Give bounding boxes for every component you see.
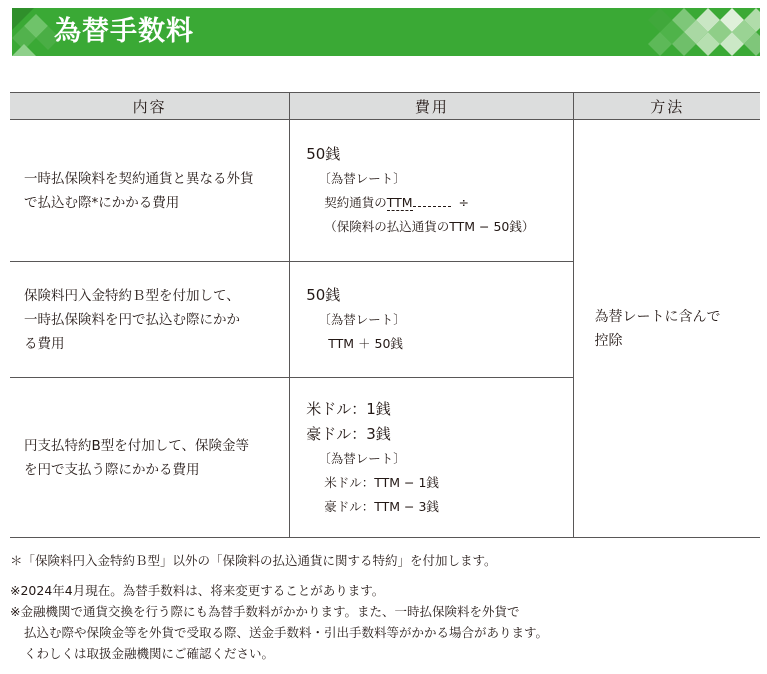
method-cell xyxy=(574,120,760,538)
page-title: 為替手数料 xyxy=(54,16,194,47)
note-text: ※金融機関で通貨交換を行う際にも為替手数料がかかります。また、一時払保険料を外貨で xyxy=(10,604,520,619)
note-text: 払込む際や保険金等を外貨で受取る際、送金手数料・引出手数料等がかかる場合があります。 xyxy=(24,625,549,640)
fee-cell xyxy=(290,378,574,538)
fee-amount: 50銭 xyxy=(306,286,341,304)
dashed-line xyxy=(413,202,451,207)
rate-formula-prefix: 契約通貨の xyxy=(324,195,387,210)
content-text: 一時払保険料を円で払込む際にかか xyxy=(24,311,240,328)
content-cell xyxy=(10,262,290,378)
content-text: 円支払特約B型を付加して、保険金等 xyxy=(24,437,249,454)
rate-formula: TTM ＋ 50銭 xyxy=(328,336,403,351)
fee-amount: 豪ドル：3銭 xyxy=(306,424,391,443)
column-header-content: 内容 xyxy=(10,93,290,120)
rate-label: 〔為替レート〕 xyxy=(318,171,406,186)
fee-amount: 米ドル：1銭 xyxy=(306,399,391,418)
rate-formula-denominator: （保険料の払込通貨のTTM − 50銭） xyxy=(324,219,535,234)
rate-formula-divide: ÷ xyxy=(458,195,469,210)
method-text: 為替レートに含んで xyxy=(594,308,721,325)
diamond-pattern-decoration xyxy=(12,8,60,56)
asterisk-note: ＊「保険料円入金特約Ｂ型」以外の「保険料の払込通貨に関する特約」を付加します。 xyxy=(10,553,497,568)
content-text: る費用 xyxy=(24,335,65,352)
rate-formula xyxy=(306,191,573,215)
note-text: くわしくは取扱金融機関にご確認ください。 xyxy=(24,646,275,661)
note-text: ※2024年4月現在。為替手数料は、将来変更することがあります。 xyxy=(10,583,385,598)
rate-label: 〔為替レート〕 xyxy=(318,450,406,466)
rate-formula: 米ドル：TTM − 1銭 xyxy=(324,474,439,490)
content-text: 保険料円入金特約Ｂ型を付加して、 xyxy=(24,287,240,304)
content-text: 一時払保険料を契約通貨と異なる外貨 xyxy=(24,170,254,187)
content-text: を円で支払う際にかかる費用 xyxy=(24,461,200,478)
fee-amount: 50銭 xyxy=(306,145,341,163)
rate-formula-ttm: TTM xyxy=(386,195,413,210)
table-header-row xyxy=(10,93,760,120)
content-cell xyxy=(10,378,290,538)
footnotes xyxy=(10,550,760,664)
fee-cell xyxy=(290,120,574,262)
title-banner xyxy=(12,8,760,56)
fee-cell xyxy=(290,262,574,378)
column-header-method: 方法 xyxy=(574,93,760,120)
content-text: で払込む際*にかかる費用 xyxy=(24,194,180,211)
rate-label: 〔為替レート〕 xyxy=(318,312,406,327)
fee-table xyxy=(10,92,760,538)
table-row xyxy=(10,120,760,262)
content-cell xyxy=(10,120,290,262)
method-text: 控除 xyxy=(594,332,623,349)
rate-formula: 豪ドル：TTM − 3銭 xyxy=(324,498,439,514)
column-header-fee: 費用 xyxy=(290,93,574,120)
mosaic-pattern-decoration xyxy=(600,8,760,56)
